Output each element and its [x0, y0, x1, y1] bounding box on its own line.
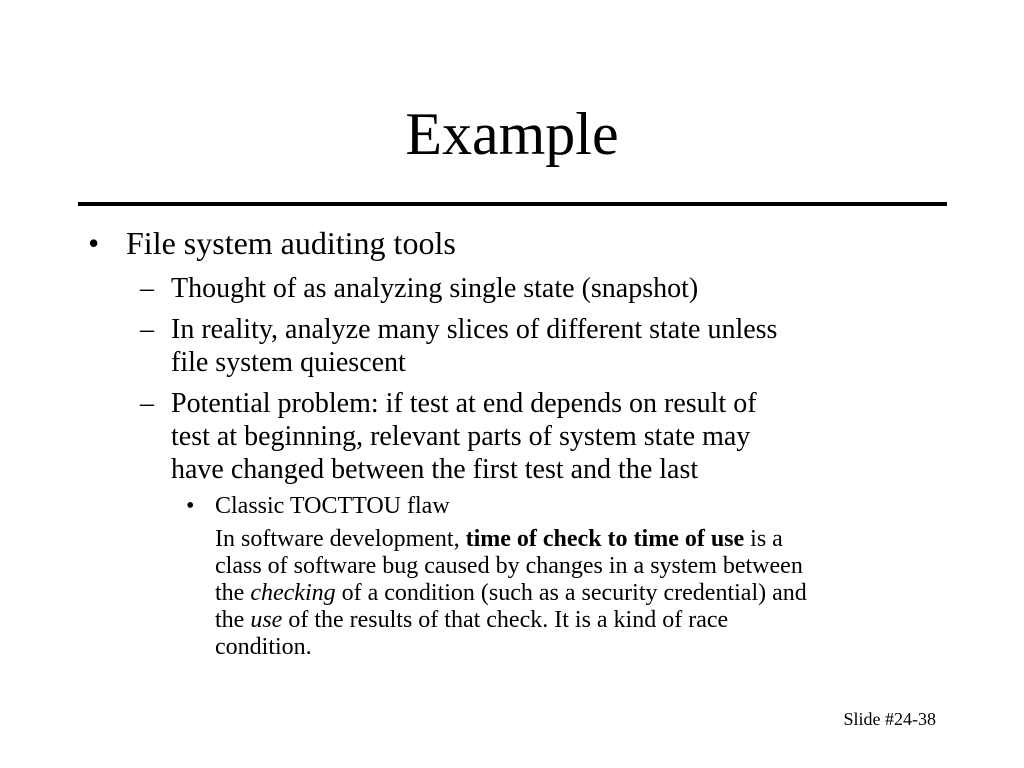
definition-line: condition.	[215, 634, 312, 660]
dash-marker: –	[140, 273, 154, 304]
dash-marker: –	[140, 388, 154, 419]
definition-line	[215, 607, 935, 634]
bullet-marker: •	[88, 225, 100, 261]
definition-text: is a	[744, 526, 783, 552]
text-line: In reality, analyze many slices of different state unless	[171, 314, 778, 345]
text-line: test at beginning, relevant parts of system state may	[171, 421, 751, 452]
text-line: have changed between the first test and the last	[171, 454, 699, 485]
definition-text: of the results of that check. It is a kind of race	[282, 607, 729, 633]
tocttou-definition	[215, 526, 935, 661]
text-line: file system quiescent	[171, 347, 406, 378]
definition-term: time of check to time of use	[465, 526, 745, 552]
sub-bullet-text	[171, 313, 931, 379]
slide-title: Example	[405, 101, 619, 167]
definition-line	[215, 580, 935, 607]
bullet-marker: •	[186, 493, 195, 519]
definition-line	[215, 526, 935, 553]
text-line: Thought of as analyzing single state (snapshot)	[171, 273, 699, 304]
definition-text: the	[215, 580, 251, 606]
text-line: Potential problem: if test at end depends on result of	[171, 388, 757, 419]
bullet-text: File system auditing tools	[126, 225, 456, 261]
definition-emphasis-checking: checking	[250, 580, 336, 606]
definition-line: class of software bug caused by changes in a system between	[215, 553, 803, 579]
definition-emphasis-use: use	[250, 607, 283, 633]
definition-text: of a condition (such as a security credential) and	[335, 580, 807, 606]
slide-number: Slide #24-38	[843, 709, 936, 729]
dash-marker: –	[140, 314, 154, 345]
definition-text: In software development,	[215, 526, 466, 552]
definition-text: the	[215, 607, 251, 633]
sub-bullet-text	[171, 272, 931, 305]
sub-bullet-text	[171, 387, 931, 486]
bullet-text: Classic TOCTTOU flaw	[215, 493, 450, 519]
